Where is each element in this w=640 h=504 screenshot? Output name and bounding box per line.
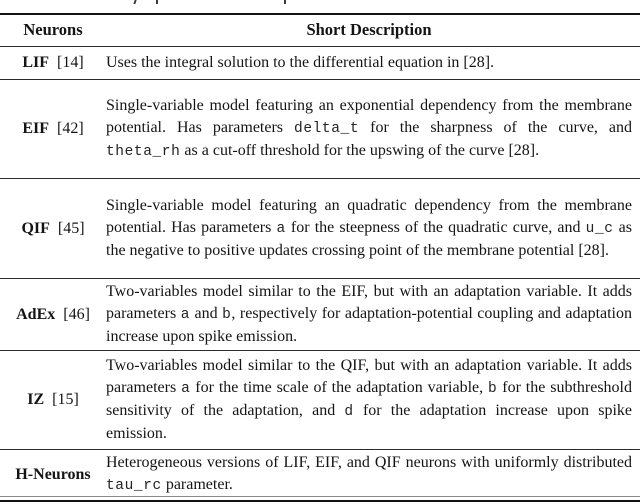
header-description xyxy=(106,19,640,42)
description-text: Single-variable model featuring an quadratic dependency from the membrane potential. Has parameters a for the steepness of the quadratic curve, and u_c as the negative to positive updates crossing point of the membrane potential [28]. xyxy=(106,197,633,259)
row-description xyxy=(106,95,640,163)
row-label xyxy=(0,390,106,410)
citation-ref: [42] xyxy=(53,120,84,137)
table-row-qif xyxy=(0,179,640,279)
model-name: IZ xyxy=(27,391,45,408)
citation-ref: [45] xyxy=(53,219,85,237)
row-description xyxy=(106,195,640,262)
header-neurons xyxy=(0,20,106,41)
citation-ref: [15] xyxy=(48,391,79,408)
description-text: Heterogeneous versions of LIF, EIF, and QIF neurons with uniformly distributed tau_rc parameter. xyxy=(106,454,632,494)
description-text: Two-variables model similar to the EIF, but with an adaptation variable. It adds parameters a and b, respectively for adaptation-potential coupling and adaptation increase upon spike emission. xyxy=(106,283,633,345)
table-row-iz xyxy=(0,351,640,450)
table-row-adex xyxy=(0,279,640,351)
model-name: AdEx xyxy=(16,305,56,323)
header-description-label: Short Description xyxy=(306,20,432,39)
caption-remnant-mark xyxy=(156,0,158,4)
table-header-row xyxy=(0,15,640,47)
table-bottom-rule xyxy=(0,496,640,502)
row-description xyxy=(106,452,640,497)
table-row-lif xyxy=(0,47,640,80)
row-label xyxy=(0,305,106,325)
model-name: QIF xyxy=(21,219,50,237)
row-description xyxy=(106,52,640,74)
caption-remnant-mark xyxy=(284,0,286,4)
row-label xyxy=(0,53,106,73)
table-row-h-neurons xyxy=(0,450,640,499)
citation-ref: [14] xyxy=(53,54,84,71)
model-name: EIF xyxy=(22,120,49,137)
row-description xyxy=(106,355,640,445)
row-description xyxy=(106,281,640,348)
caption-remnant-mark xyxy=(133,0,136,4)
description-text: Single-variable model featuring an exponential dependency from the membrane potential. Has parameters delta_t for the sharpness of the curve, and theta_rh as a cut-off threshold for the upswing of the curve [28]. xyxy=(106,97,633,160)
caption-remnant xyxy=(0,0,640,6)
citation-ref: [46] xyxy=(59,305,90,323)
header-neurons-label: Neurons xyxy=(23,20,83,39)
model-name: LIF xyxy=(22,54,49,71)
row-label xyxy=(0,465,106,485)
neuron-models-table xyxy=(0,13,640,499)
description-text: Uses the integral solution to the differential equation in [28]. xyxy=(106,54,495,71)
description-text: Two-variables model similar to the QIF, but with an adaptation variable. It adds parameters a for the time scale of the adaptation variable, b for the subthreshold sensitivity of the adaptation, and d for the adaptation increase upon spike emission. xyxy=(106,357,633,442)
table-row-eif xyxy=(0,80,640,179)
model-name: H-Neurons xyxy=(15,465,91,483)
row-label xyxy=(0,219,106,239)
row-label xyxy=(0,119,106,139)
